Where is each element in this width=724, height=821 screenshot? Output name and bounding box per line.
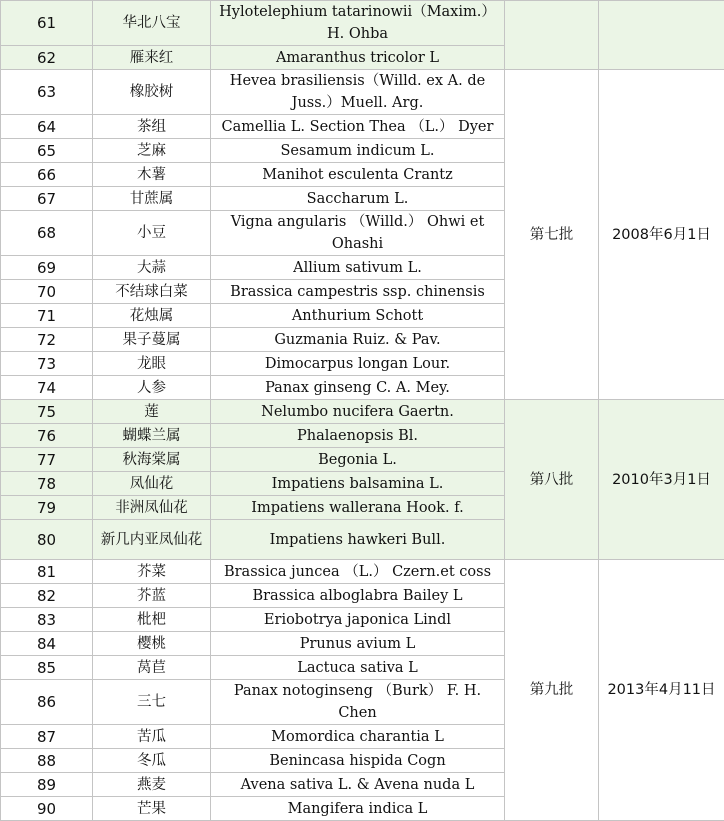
chinese-name: 小豆 [93, 211, 211, 256]
row-number: 63 [1, 70, 93, 115]
table-row [1, 1, 724, 46]
batch-label: 第八批 [505, 400, 599, 560]
row-number: 88 [1, 749, 93, 773]
chinese-name: 芥蓝 [93, 584, 211, 608]
row-number: 71 [1, 304, 93, 328]
table-row [1, 400, 724, 424]
batch-label: 第九批 [505, 560, 599, 821]
latin-name: Impatiens wallerana Hook. f. [211, 496, 505, 520]
chinese-name: 不结球白菜 [93, 280, 211, 304]
chinese-name: 人参 [93, 376, 211, 400]
chinese-name: 三七 [93, 680, 211, 725]
latin-name: Brassica juncea （L.） Czern.et coss [211, 560, 505, 584]
latin-name: Avena sativa L. & Avena nuda L [211, 773, 505, 797]
latin-name: Vigna angularis （Willd.） Ohwi et Ohashi [211, 211, 505, 256]
latin-name: Manihot esculenta Crantz [211, 163, 505, 187]
table-row [1, 560, 724, 584]
latin-name: Prunus avium L [211, 632, 505, 656]
latin-name: Lactuca sativa L [211, 656, 505, 680]
chinese-name: 茶组 [93, 115, 211, 139]
batch-date: 2013年4月11日 [599, 560, 724, 821]
latin-name: Amaranthus tricolor L [211, 46, 505, 70]
chinese-name: 冬瓜 [93, 749, 211, 773]
chinese-name: 莴苣 [93, 656, 211, 680]
latin-name: Impatiens hawkeri Bull. [211, 520, 505, 560]
row-number: 81 [1, 560, 93, 584]
row-number: 62 [1, 46, 93, 70]
row-number: 78 [1, 472, 93, 496]
chinese-name: 樱桃 [93, 632, 211, 656]
row-number: 66 [1, 163, 93, 187]
latin-name: Brassica alboglabra Bailey L [211, 584, 505, 608]
latin-name: Benincasa hispida Cogn [211, 749, 505, 773]
row-number: 75 [1, 400, 93, 424]
chinese-name: 果子蔓属 [93, 328, 211, 352]
chinese-name: 雁来红 [93, 46, 211, 70]
batch-cell-empty [505, 1, 599, 70]
batch-label: 第七批 [505, 70, 599, 400]
latin-name: Saccharum L. [211, 187, 505, 211]
table-row [1, 70, 724, 115]
row-number: 64 [1, 115, 93, 139]
chinese-name: 燕麦 [93, 773, 211, 797]
latin-name: Camellia L. Section Thea （L.） Dyer [211, 115, 505, 139]
row-number: 89 [1, 773, 93, 797]
row-number: 72 [1, 328, 93, 352]
chinese-name: 芝麻 [93, 139, 211, 163]
latin-name: Eriobotrya japonica Lindl [211, 608, 505, 632]
row-number: 86 [1, 680, 93, 725]
latin-name: Brassica campestris ssp. chinensis [211, 280, 505, 304]
row-number: 79 [1, 496, 93, 520]
latin-name: Anthurium Schott [211, 304, 505, 328]
latin-name: Nelumbo nucifera Gaertn. [211, 400, 505, 424]
row-number: 77 [1, 448, 93, 472]
batch-date: 2008年6月1日 [599, 70, 724, 400]
chinese-name: 苦瓜 [93, 725, 211, 749]
chinese-name: 新几内亚凤仙花 [93, 520, 211, 560]
chinese-name: 芥菜 [93, 560, 211, 584]
chinese-name: 秋海棠属 [93, 448, 211, 472]
chinese-name: 枇杷 [93, 608, 211, 632]
chinese-name: 非洲凤仙花 [93, 496, 211, 520]
row-number: 84 [1, 632, 93, 656]
latin-name: Guzmania Ruiz. & Pav. [211, 328, 505, 352]
row-number: 87 [1, 725, 93, 749]
row-number: 69 [1, 256, 93, 280]
row-number: 67 [1, 187, 93, 211]
row-number: 90 [1, 797, 93, 821]
row-number: 83 [1, 608, 93, 632]
date-cell-empty [599, 1, 724, 70]
latin-name: Sesamum indicum L. [211, 139, 505, 163]
latin-name: Begonia L. [211, 448, 505, 472]
latin-name: Hevea brasiliensis（Willd. ex A. de Juss.）Muell. Arg. [211, 70, 505, 115]
latin-name: Dimocarpus longan Lour. [211, 352, 505, 376]
row-number: 85 [1, 656, 93, 680]
chinese-name: 花烛属 [93, 304, 211, 328]
chinese-name: 大蒜 [93, 256, 211, 280]
row-number: 74 [1, 376, 93, 400]
chinese-name: 甘蔗属 [93, 187, 211, 211]
chinese-name: 龙眼 [93, 352, 211, 376]
chinese-name: 华北八宝 [93, 1, 211, 46]
chinese-name: 芒果 [93, 797, 211, 821]
latin-name: Hylotelephium tatarinowii（Maxim.）H. Ohba [211, 1, 505, 46]
row-number: 70 [1, 280, 93, 304]
row-number: 61 [1, 1, 93, 46]
latin-name: Momordica charantia L [211, 725, 505, 749]
chinese-name: 莲 [93, 400, 211, 424]
chinese-name: 橡胶树 [93, 70, 211, 115]
row-number: 73 [1, 352, 93, 376]
chinese-name: 蝴蝶兰属 [93, 424, 211, 448]
latin-name: Allium sativum L. [211, 256, 505, 280]
batch-date: 2010年3月1日 [599, 400, 724, 560]
latin-name: Mangifera indica L [211, 797, 505, 821]
latin-name: Panax ginseng C. A. Mey. [211, 376, 505, 400]
latin-name: Impatiens balsamina L. [211, 472, 505, 496]
row-number: 82 [1, 584, 93, 608]
row-number: 68 [1, 211, 93, 256]
latin-name: Phalaenopsis Bl. [211, 424, 505, 448]
chinese-name: 木薯 [93, 163, 211, 187]
row-number: 80 [1, 520, 93, 560]
latin-name: Panax notoginseng （Burk） F. H. Chen [211, 680, 505, 725]
row-number: 65 [1, 139, 93, 163]
row-number: 76 [1, 424, 93, 448]
chinese-name: 凤仙花 [93, 472, 211, 496]
